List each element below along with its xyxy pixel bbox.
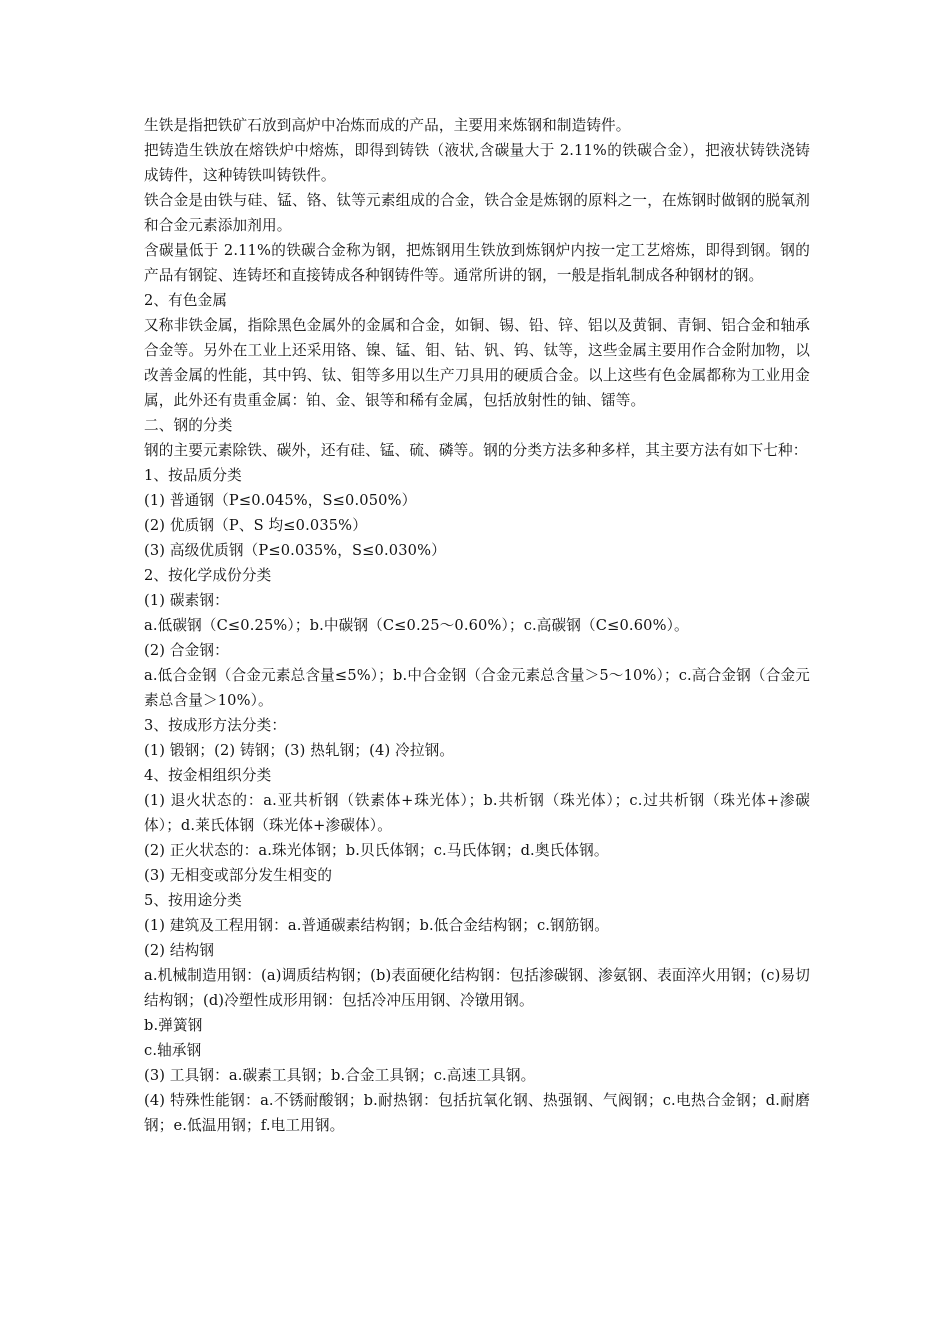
list-item-spring-steel: b.弹簧钢 [144, 1017, 203, 1034]
paragraph-nonferrous: 又称非铁金属，指除黑色金属外的金属和合金，如铜、锡、铅、锌、铝以及黄铜、青铜、铝合金和轴承合金等。另外在工业上还采用铬、镍、锰、钼、钴、钒、钨、钛等，这些金属主要用作合金附加物，以改善金属的性能，其中钨、钛、钼等多用以生产刀具用的硬质合金。以上这些有色金属都称为工业用金属，此外还有贵重金属：铂、金、银等和稀有金属，包括放射性的铀、镭等。 [144, 317, 810, 409]
heading-by-use: 5、按用途分类 [144, 892, 242, 909]
list-item-normalized: (2) 正火状态的：a.珠光体钢；b.贝氏体钢；c.马氏体钢；d.奥氏体钢。 [144, 842, 609, 859]
list-item-construction-steel: (1) 建筑及工程用钢：a.普通碳素结构钢；b.低合金结构钢；c.钢筋钢。 [144, 917, 610, 934]
list-item-special-steel: (4) 特殊性能钢：a.不锈耐酸钢；b.耐热钢：包括抗氧化钢、热强钢、气阀钢；c.电热合金钢；d.耐磨钢；e.低温用钢；f.电工用钢。 [144, 1092, 810, 1134]
heading-by-quality: 1、按品质分类 [144, 467, 242, 484]
paragraph-steel-definition: 含碳量低于 2.11%的铁碳合金称为钢，把炼钢用生铁放到炼钢炉内按一定工艺熔炼，即得到钢。钢的产品有钢锭、连铸坯和直接铸成各种钢铸件等。通常所讲的钢，一般是指轧制成各种钢材的钢。 [144, 242, 810, 284]
heading-by-composition: 2、按化学成份分类 [144, 567, 272, 584]
heading-steel-classification: 二、钢的分类 [144, 417, 233, 434]
heading-nonferrous: 2、有色金属 [144, 292, 228, 309]
list-item-ordinary-steel: (1) 普通钢（P≤0.045%，S≤0.050%） [144, 492, 417, 509]
list-item-carbon-steel: (1) 碳素钢： [144, 592, 229, 609]
list-item-bearing-steel: c.轴承钢 [144, 1042, 202, 1059]
list-item-quality-steel: (2) 优质钢（P、S 均≤0.035%） [144, 517, 367, 534]
list-item-tool-steel: (3) 工具钢：a.碳素工具钢；b.合金工具钢；c.高速工具钢。 [144, 1067, 536, 1084]
list-item-alloy-steel: (2) 合金钢： [144, 642, 229, 659]
heading-by-forming: 3、按成形方法分类： [144, 717, 287, 734]
paragraph-cast-iron: 把铸造生铁放在熔铁炉中熔炼，即得到铸铁（液状,含碳量大于 2.11%的铁碳合金），把液状铸铁浇铸成铸件，这种铸铁叫铸铁件。 [144, 142, 810, 184]
list-item-structural-steel: (2) 结构钢 [144, 942, 215, 959]
paragraph-classification-intro: 钢的主要元素除铁、碳外，还有硅、锰、硫、磷等。钢的分类方法多种多样，其主要方法有如下七种： [144, 442, 808, 459]
list-item-machinery-steel: a.机械制造用钢：(a)调质结构钢；(b)表面硬化结构钢：包括渗碳钢、渗氨钢、表面淬火用钢；(c)易切结构钢；(d)冷塑性成形用钢：包括冷冲压用钢、冷镦用钢。 [144, 967, 810, 1009]
document-body [144, 113, 810, 1138]
paragraph-pig-iron: 生铁是指把铁矿石放到高炉中冶炼而成的产品，主要用来炼钢和制造铸件。 [144, 117, 631, 134]
list-item-no-transformation: (3) 无相变或部分发生相变的 [144, 867, 333, 884]
paragraph-ferroalloy: 铁合金是由铁与硅、锰、铬、钛等元素组成的合金，铁合金是炼钢的原料之一，在炼钢时做钢的脱氧剂和合金元素添加剂用。 [144, 192, 810, 234]
list-item-high-quality-steel: (3) 高级优质钢（P≤0.035%，S≤0.030%） [144, 542, 446, 559]
list-item-annealed: (1) 退火状态的：a.亚共析钢（铁素体+珠光体）；b.共析钢（珠光体）；c.过共析钢（珠光体+渗碳体）；d.莱氏体钢（珠光体+渗碳体）。 [144, 792, 810, 834]
list-item-alloy-steel-types: a.低合金钢（合金元素总含量≤5%）；b.中合金钢（合金元素总含量＞5～10%）；c.高合金钢（合金元素总含量＞10%）。 [144, 667, 810, 709]
list-item-forming-types: (1) 锻钢；(2) 铸钢；(3) 热轧钢；(4) 冷拉钢。 [144, 742, 455, 759]
list-item-carbon-steel-types: a.低碳钢（C≤0.25%）；b.中碳钢（C≤0.25～0.60%）；c.高碳钢（C≤0.60%）。 [144, 617, 689, 634]
heading-by-microstructure: 4、按金相组织分类 [144, 767, 272, 784]
